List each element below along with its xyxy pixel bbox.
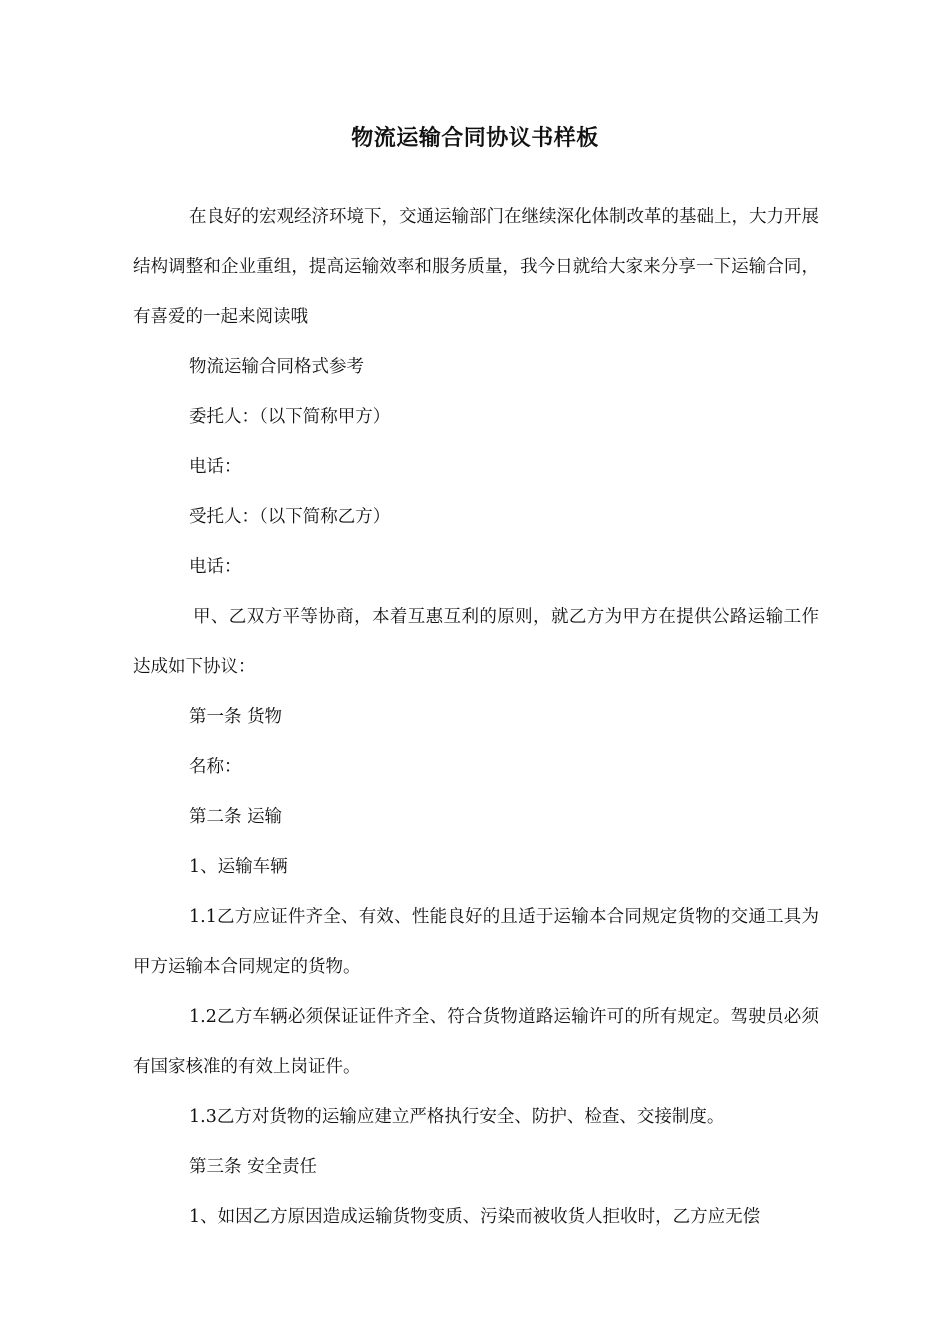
article-1-heading: 第一条 货物 (189, 707, 283, 727)
intro-paragraph: 在良好的宏观经济环境下，交通运输部门在继续深化体制改革的基础上，大力开展结构调整和企业重组，提高运输效率和服务质量，我今日就给大家来分享一下运输合同，有喜爱的一起来阅读哦 (133, 207, 819, 327)
clause-1-1: 1.1乙方应证件齐全、有效、性能良好的且适于运输本合同规定货物的交通工具为甲方运输本合同规定的货物。 (133, 907, 819, 977)
article-2-heading: 第二条 运输 (189, 807, 283, 827)
clause-1-2: 1.2乙方车辆必须保证证件齐全、符合货物道路运输许可的所有规定。驾驶员必须有国家核准的有效上岗证件。 (133, 1007, 819, 1077)
party-b-phone-line: 电话： (189, 557, 242, 577)
section-heading-format: 物流运输合同格式参考 (189, 357, 364, 377)
party-b-line: 受托人：（以下简称乙方） (189, 507, 391, 527)
document-title: 物流运输合同协议书样板 (351, 126, 599, 151)
transport-vehicle-heading: 1、运输车辆 (189, 857, 288, 877)
article-3-heading: 第三条 安全责任 (189, 1157, 318, 1177)
party-a-line: 委托人：（以下简称甲方） (189, 407, 391, 427)
safety-clause-1: 1、如因乙方原因造成运输货物变质、污染而被收货人拒收时，乙方应无偿 (189, 1207, 761, 1227)
party-a-phone-line: 电话： (189, 457, 242, 477)
agreement-paragraph: 甲、乙双方平等协商，本着互惠互利的原则，就乙方为甲方在提供公路运输工作达成如下协议： (133, 607, 819, 677)
goods-name-line: 名称： (189, 757, 242, 777)
clause-1-3: 1.3乙方对货物的运输应建立严格执行安全、防护、检查、交接制度。 (189, 1107, 725, 1127)
document-body (133, 192, 819, 1242)
